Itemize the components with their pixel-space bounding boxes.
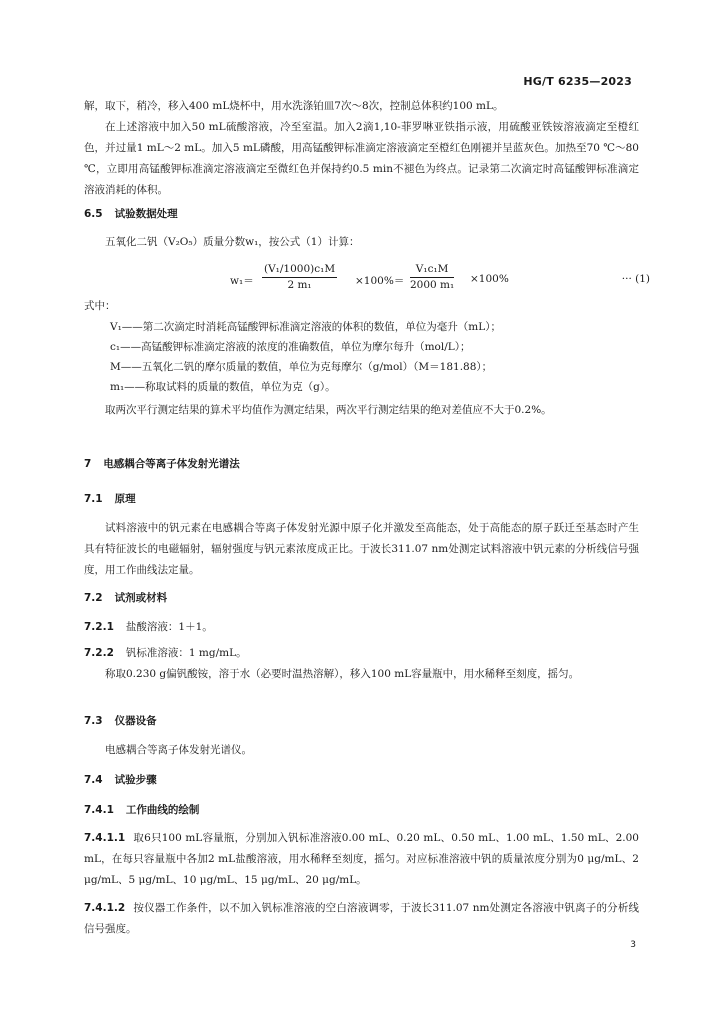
section-heading-7-4 [84, 772, 157, 787]
paragraph: 五氧化二钒（V₂O₅）质量分数w₁，按公式（1）计算： [105, 236, 360, 248]
section-title: 原理 [114, 493, 136, 505]
section-7-2-1 [84, 617, 639, 638]
fraction-numerator: V₁c₁M [410, 262, 454, 278]
section-number: 7.1 [84, 493, 103, 505]
section-heading-7-1 [84, 491, 136, 506]
section-title: 仪器设备 [114, 715, 157, 727]
section-number: 6.5 [84, 208, 103, 220]
section-6-4-continued [84, 96, 639, 201]
fraction-numerator: (V₁/1000)c₁M [262, 262, 337, 278]
paragraph: 取两次平行测定结果的算术平均值作为测定结果，两次平行测定结果的绝对差值应不大于0.2%。 [105, 404, 552, 416]
result-paragraph-block [84, 400, 639, 421]
section-heading-7 [84, 456, 240, 471]
clause [84, 828, 639, 891]
section-number: 7 [84, 458, 92, 470]
section-7-1-body [84, 518, 639, 581]
formula-intro [84, 232, 639, 253]
section-7-4-1-1 [84, 828, 639, 891]
section-heading-7-2 [84, 590, 167, 605]
clause-text: 取6只100 mL容量瓶，分别加入钒标准溶液0.00 mL、0.20 mL、0.50 mL、1.00 mL、1.50 mL、2.00 mL，在每只容量瓶中各加2 mL盐酸溶液，用水稀释至刻度，摇匀。对应标准溶液中钒的质量浓度分别为0 μg/mL、2 μg/mL、5 μg/mL、10 μg/mL、15 μg/mL、20 μg/mL。 [84, 832, 639, 886]
formula-lhs: w₁＝ [230, 275, 254, 287]
section-number: 7.4 [84, 774, 103, 786]
formula-fraction-1 [262, 262, 337, 293]
paragraph: 试料溶液中的钒元素在电感耦合等离子体发射光源中原子化并激发至高能态，处于高能态的原子跃迁至基态时产生具有特征波长的电磁辐射，辐射强度与钒元素浓度成正比。于波长311.07 nm处测定试料溶液中钒元素的分析线信号强度，用工作曲线法定量。 [84, 522, 639, 576]
paragraph: 称取0.230 g偏钒酸铵，溶于水（必要时温热溶解），移入100 mL容量瓶中，用水稀释至刻度，摇匀。 [105, 668, 580, 680]
clause-number: 7.2.2 [84, 647, 114, 659]
section-title: 工作曲线的绘制 [125, 804, 200, 816]
section-7-2-2 [84, 643, 639, 685]
clause-text: 按仪器工作条件，以不加入钒标准溶液的空白溶液调零，于波长311.07 nm处测定各溶液中钒离子的分析线信号强度。 [84, 902, 639, 935]
where-label-block [84, 296, 639, 317]
section-number: 7.3 [84, 715, 103, 727]
clause [84, 617, 639, 638]
variable-definition: M——五氧化二钒的摩尔质量的数值，单位为克每摩尔（g/mol）（M＝181.88）； [110, 361, 493, 373]
formula-1 [230, 262, 650, 296]
clause-number: 7.4.1.1 [84, 832, 126, 844]
paragraph: 电感耦合等离子体发射光谱仪。 [105, 744, 252, 756]
clause-number: 7.4.1.2 [84, 902, 126, 914]
formula-fraction-2 [410, 262, 454, 293]
fraction-denominator: 2000 m₁ [410, 279, 455, 291]
variable-definition: V₁——第二次滴定时消耗高锰酸钾标准滴定溶液的体积的数值，单位为毫升（mL）； [110, 321, 501, 333]
variable-definition: c₁——高锰酸钾标准滴定溶液的浓度的准确数值，单位为摩尔每升（mol/L）； [110, 341, 471, 353]
section-7-4-1-2 [84, 898, 639, 940]
section-title: 电感耦合等离子体发射光谱法 [103, 458, 240, 470]
variable-definition: m₁——称取试料的质量的数值，单位为克（g）。 [110, 381, 336, 393]
section-title: 试剂或材料 [114, 592, 168, 604]
standard-number: HG/T 6235—2023 [523, 75, 632, 88]
paragraph: 在上述溶液中加入50 mL硫酸溶液，冷至室温。加入2滴1,10-菲罗啉亚铁指示液，用硫酸亚铁铵溶液滴定至橙红色，并过量1 mL～2 mL。加入5 mL磷酸，用高锰酸钾标准滴定溶液滴定至橙红色刚褪并呈蓝灰色。加热至70 ℃～80 ℃，立即用高锰酸钾标准滴定溶液滴定至微红色并保持约0.5 min不褪色为终点。记录第二次滴定时高锰酸钾标准滴定溶液消耗的体积。 [84, 121, 639, 196]
formula-tag: ··· (1) [621, 273, 650, 285]
clause-number: 7.2.1 [84, 621, 114, 633]
clause-text: 盐酸溶液：1＋1。 [125, 621, 213, 633]
section-heading-6-5 [84, 206, 178, 221]
fraction-denominator: 2 m₁ [287, 279, 312, 291]
section-7-3-body [84, 740, 639, 761]
section-title: 试验步骤 [114, 774, 157, 786]
section-number: 7.2 [84, 592, 103, 604]
clause [84, 643, 639, 664]
formula-end: ×100% [470, 273, 509, 285]
paragraph: 解，取下，稍冷，移入400 mL烧杯中，用水洗涤铂皿7次～8次，控制总体积约100 mL。 [84, 100, 504, 112]
clause-text: 钒标准溶液：1 mg/mL。 [125, 647, 247, 659]
clause [84, 898, 639, 940]
page-number: 3 [630, 940, 636, 950]
section-number: 7.4.1 [84, 804, 114, 816]
where-label: 式中： [84, 300, 116, 312]
formula-middle: ×100%＝ [355, 275, 405, 287]
section-title: 试验数据处理 [114, 208, 178, 220]
section-heading-7-4-1 [84, 802, 199, 817]
section-heading-7-3 [84, 713, 157, 728]
